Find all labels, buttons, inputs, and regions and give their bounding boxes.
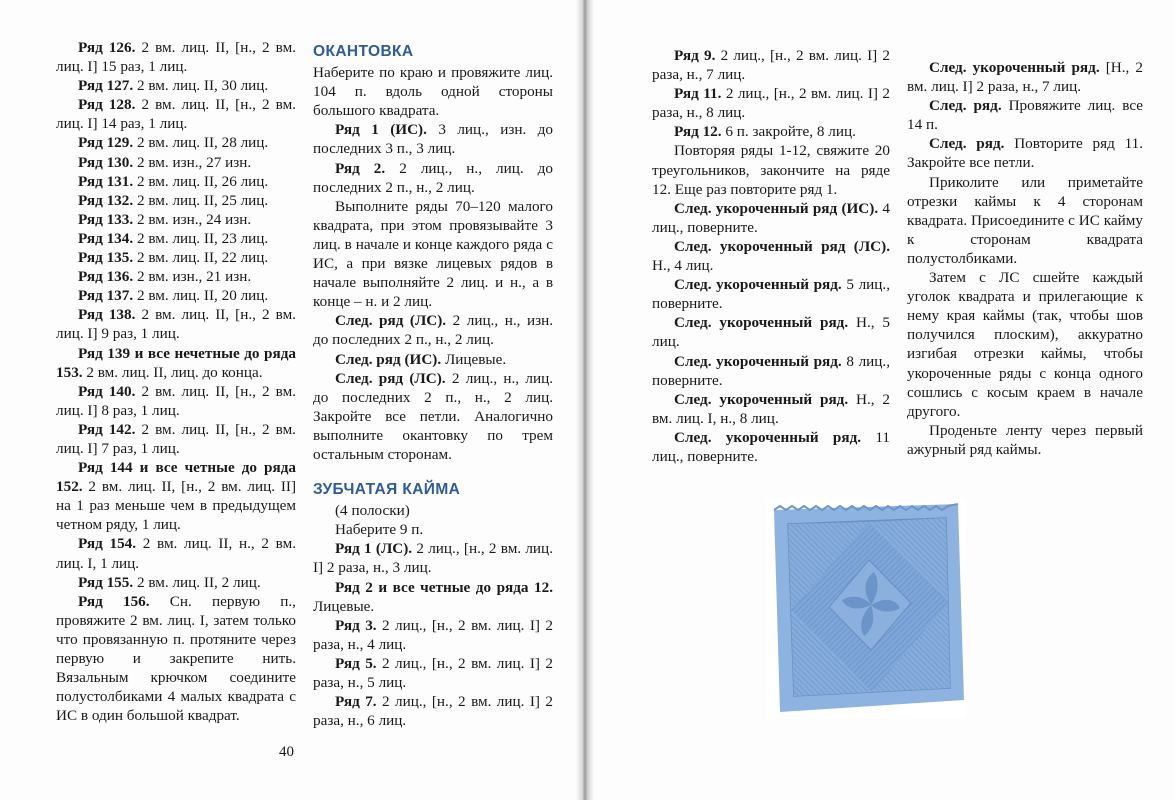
row-label: Ряд 1 (ЛС). (335, 540, 413, 558)
paragraph (56, 382, 296, 420)
row-label: След. укороченный ряд. (674, 352, 842, 370)
row-text: [Н., 2 вм. лиц. I] 2 раза, н., 7 лиц. (907, 59, 1144, 96)
row-text: 2 вм. изн., 24 изн. (133, 210, 252, 228)
row-label: Ряд 138. (78, 306, 136, 324)
row-label: Ряд 155. (78, 573, 134, 591)
paragraph (56, 305, 296, 343)
edging-heading: ОКАНТОВКА (313, 43, 414, 60)
left-column-2 (313, 42, 553, 730)
paragraph (56, 191, 296, 210)
blanket-photo (766, 500, 966, 718)
row-label: Ряд 11. (674, 85, 722, 103)
paragraph (313, 692, 553, 730)
row-label: Ряд 131. (78, 172, 134, 190)
row-text: 2 лиц., [н., 2 вм. лиц. I] 2 раза, н., 5 лиц. (313, 654, 553, 691)
row-text: Провяжите лиц. все 14 п. (907, 97, 1143, 134)
paragraph (652, 46, 890, 84)
paragraph (907, 134, 1143, 172)
row-label: Ряд 127. (78, 77, 134, 95)
row-label: След. укороченный ряд. (674, 276, 842, 294)
row-label: Ряд 12. (674, 123, 722, 141)
paragraph (907, 421, 1143, 459)
row-text: Н., 2 вм. лиц. I, н., 8 лиц. (652, 390, 891, 427)
row-text: 2 лиц., н., лиц. до последних 2 п., н., 2 лиц. (313, 159, 553, 196)
left-column-1 (56, 38, 296, 725)
paragraph (56, 172, 296, 191)
row-label: След. ряд. (929, 97, 1002, 115)
row-text: Выполните ряды 70–120 малого квадрата, при этом провязывайте 3 лиц. в начале и конце каждого ряда с ИС, а при вязке лицевых рядов в начале выполняйте 2 лиц. и н., а в конце – н. и 2 лиц. (313, 197, 553, 311)
paragraph (652, 199, 890, 237)
row-text: 2 вм. лиц. II, [н., 2 вм. лиц. I] 14 раз, 1 лиц. (56, 96, 296, 133)
row-text: 2 вм. лиц. II, 30 лиц. (133, 77, 269, 95)
paragraph (652, 390, 890, 428)
paragraph (652, 141, 890, 198)
paragraph (907, 96, 1143, 134)
paragraph (313, 197, 553, 312)
row-label: Ряд 5. (335, 654, 377, 672)
paragraph (56, 344, 296, 382)
paragraph (652, 352, 890, 390)
row-text: 5 лиц., поверните. (652, 276, 890, 313)
row-label: След. укороченный ряд. (929, 59, 1100, 76)
row-text: Проденьте ленту через первый ажурный ряд каймы. (907, 421, 1143, 458)
paragraph (56, 76, 296, 95)
row-label: Ряд 136. (78, 268, 134, 286)
paragraph (313, 654, 553, 692)
row-text: 2 лиц., [н., 2 вм. лиц. I] 2 раза, н., 8 лиц. (652, 85, 890, 122)
row-text: Приколите или приметайте отрезки каймы к 4 сторонам квадрата. Присоедините с ИС кайму к сторонам квадрата полустолбиками. (907, 173, 1143, 267)
paragraph (907, 268, 1143, 421)
row-text: Н., 4 лиц. (652, 257, 714, 275)
row-text: 2 вм. лиц. II, лиц. до конца. (82, 363, 263, 381)
row-label: Ряд 154. (78, 535, 137, 553)
row-label: Ряд 135. (78, 249, 134, 267)
row-text: 2 лиц., [н., 2 вм. лиц. I] 2 раза, н., 4 лиц. (313, 616, 553, 653)
row-label: След. укороченный ряд (ЛС). (674, 237, 890, 255)
row-text: 2 вм. лиц. II, 28 лиц. (133, 134, 269, 152)
row-label: Ряд 130. (78, 153, 134, 171)
row-text: Повторяя ряды 1-12, свяжите 20 треугольников, закончите на ряде 12. Еще раз повторите ряд 1. (652, 142, 890, 198)
row-label: Ряд 126. (78, 39, 136, 56)
row-label: Ряд 144 и все четные до ряда 152. (56, 459, 296, 496)
row-text: Повторите ряд 11. Закройте все петли. (907, 135, 1143, 172)
row-text: Лицевые. (441, 350, 507, 368)
paragraph (56, 248, 296, 267)
row-text: 4 лиц., поверните. (652, 199, 890, 236)
row-text: 2 лиц., н., лиц. до последних 2 п., н., 2 лиц. Закройте все петли. Аналогично выполните окантовку по трем остальным сторонам. (313, 369, 553, 463)
paragraph (907, 173, 1143, 268)
row-text: Лицевые. (313, 597, 375, 615)
paragraph (56, 573, 296, 592)
row-label: След. укороченный ряд (ИС). (674, 199, 879, 217)
row-text: 11 лиц., поверните. (652, 428, 891, 465)
paragraph (652, 84, 890, 122)
paragraph (56, 133, 296, 152)
row-label: Ряд 156. (78, 592, 150, 610)
row-text: 2 лиц., н., изн. до последних 2 п., н., 2 лиц. (313, 312, 553, 349)
paragraph (313, 311, 553, 349)
paragraph (56, 210, 296, 229)
edging-text (313, 63, 553, 464)
paragraph (313, 120, 553, 158)
book-gutter (576, 0, 594, 800)
fringe-text (313, 501, 553, 730)
row-text: 2 лиц., [н., 2 вм. лиц. I] 2 раза, н., 7 лиц. (652, 47, 890, 84)
paragraph (313, 539, 553, 577)
row-text: 2 лиц., [н., 2 вм. лиц. I] 2 раза, н., 3 лиц. (313, 540, 553, 577)
paragraph (56, 153, 296, 172)
row-label: След. ряд. (929, 135, 1005, 153)
paragraph (313, 501, 553, 520)
row-text: 2 вм. изн., 21 изн. (133, 268, 252, 286)
row-label: Ряд 7. (335, 693, 377, 711)
row-text: 2 вм. лиц. II, [н., 2 вм. лиц. I] 7 раз, 1 лиц. (56, 420, 296, 457)
row-text: 2 вм. изн., 27 изн. (133, 153, 252, 171)
row-text: 3 лиц., изн. до последних 3 п., 3 лиц. (313, 121, 553, 158)
knitted-blanket-image (766, 500, 966, 718)
row-label: След. ряд (ЛС). (335, 312, 447, 330)
paragraph (56, 286, 296, 305)
right-column-1 (652, 46, 890, 466)
paragraph (56, 420, 296, 458)
paragraph (313, 616, 553, 654)
row-text: 8 лиц., поверните. (652, 352, 890, 389)
row-label: Ряд 2. (335, 159, 386, 177)
fringe-heading: ЗУБЧАТАЯ КАЙМА (313, 481, 461, 499)
paragraph (56, 95, 296, 133)
row-text: 2 вм. лиц. II, 23 лиц. (133, 229, 269, 247)
paragraph (313, 578, 553, 616)
row-label: Ряд 139 и все нечетные до ряда 153. (56, 344, 296, 381)
page-number: 40 (279, 744, 294, 760)
row-text: 2 вм. лиц. II, [н., 2 вм. лиц. I] 15 раз, 1 лиц. (56, 39, 296, 76)
row-label: Ряд 1 (ИС). (335, 121, 427, 139)
row-text: 2 вм. лиц. II, 26 лиц. (133, 172, 269, 190)
paragraph (313, 63, 553, 120)
row-text: 2 вм. лиц. II, 2 лиц. (133, 573, 261, 591)
paragraph (56, 534, 296, 572)
row-text: 2 вм. лиц. II, [н., 2 вм. лиц. II] на 1 раз меньше чем в предыдущем четном ряду, 1 лиц. (56, 478, 296, 534)
row-label: След. укороченный ряд. (674, 428, 862, 446)
paragraph (56, 229, 296, 248)
paragraph (56, 267, 296, 286)
paragraph (313, 369, 553, 464)
paragraph (56, 38, 296, 76)
right-column-2 (907, 58, 1143, 459)
row-label: Ряд 132. (78, 191, 134, 209)
paragraph (652, 275, 890, 313)
row-label: След. укороченный ряд. (674, 390, 849, 408)
row-label: Ряд 2 и все четные до ряда 12. (335, 578, 553, 596)
paragraph (56, 458, 296, 534)
row-label: След. укороченный ряд. (674, 314, 849, 332)
paragraph (313, 350, 553, 369)
row-text: 2 вм. лиц. II, 22 лиц. (133, 249, 269, 267)
row-label: Ряд 3. (335, 616, 377, 634)
paragraph (313, 159, 553, 197)
row-text: 2 вм. лиц. II, [н., 2 вм. лиц. I] 9 раз, 1 лиц. (56, 306, 296, 343)
row-label: След. ряд (ИС). (335, 350, 442, 368)
row-text: Н., 5 лиц. (652, 314, 891, 351)
row-text: (4 полоски) (335, 502, 410, 520)
row-label: Ряд 128. (78, 96, 136, 114)
row-label: Ряд 129. (78, 134, 134, 152)
row-text: Наберите по краю и провяжите лиц. 104 п. вдоль одной стороны большого квадрата. (313, 64, 553, 120)
row-text: 2 вм. лиц. II, н., 2 вм. лиц. I, 1 лиц. (56, 535, 296, 572)
row-label: Ряд 137. (78, 287, 134, 305)
paragraph (652, 237, 890, 275)
row-label: Ряд 134. (78, 229, 134, 247)
row-text: Сн. первую п., провяжите 2 вм. лиц. I, затем только что провязанную п. протяните через первую и закрепите нить. Вязальным крючком соедините полустолбиками 4 малых квадрата с ИС в один большой квадрат. (56, 592, 296, 725)
row-text: 2 вм. лиц. II, 20 лиц. (133, 287, 269, 305)
row-label: Ряд 140. (78, 382, 136, 400)
paragraph (56, 592, 296, 726)
paragraph (907, 58, 1143, 96)
row-text: Затем с ЛС сшейте каждый уголок квадрата и прилегающие к нему края каймы (так, чтобы шов получился плоским), аккуратно изгибая отрезки каймы, чтобы укороченные ряды с конца одного сошлись с косым краем в начале другого. (907, 269, 1143, 420)
row-label: След. ряд (ЛС). (335, 369, 446, 387)
paragraph (652, 122, 890, 141)
paragraph (313, 520, 553, 539)
row-text: Наберите 9 п. (335, 521, 424, 539)
row-label: Ряд 9. (674, 47, 716, 64)
row-label: Ряд 142. (78, 420, 136, 438)
row-text: 6 п. закройте, 8 лиц. (721, 123, 856, 141)
row-text: 2 вм. лиц. II, 25 лиц. (133, 191, 269, 209)
row-label: Ряд 133. (78, 210, 134, 228)
row-text: 2 вм. лиц. II, [н., 2 вм. лиц. I] 8 раз, 1 лиц. (56, 382, 296, 419)
row-text: 2 лиц., [н., 2 вм. лиц. I] 2 раза, н., 6 лиц. (313, 693, 553, 730)
paragraph (652, 428, 890, 466)
paragraph (652, 313, 890, 351)
